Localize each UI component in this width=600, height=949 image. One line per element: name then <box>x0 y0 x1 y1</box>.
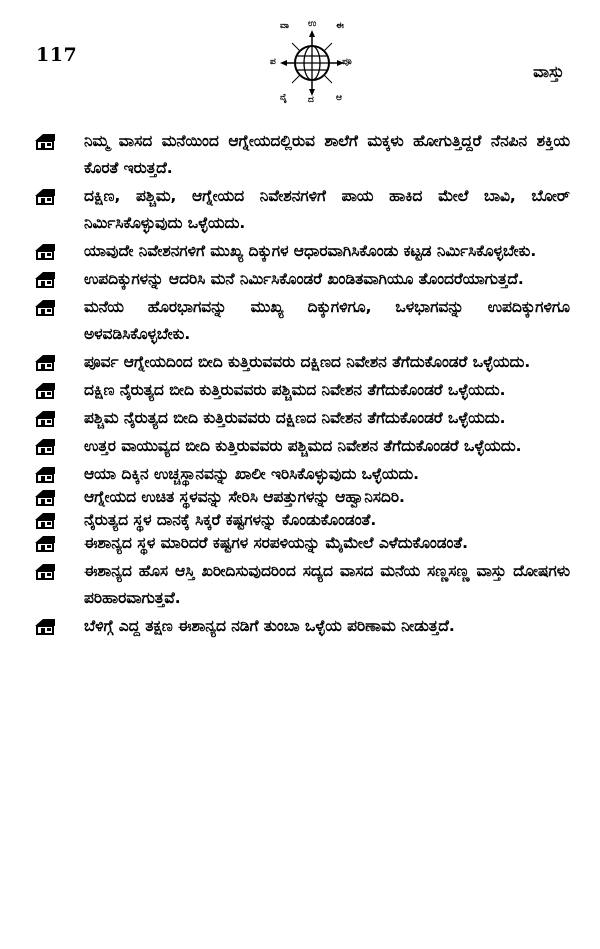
compass-label-southeast: ಆ <box>336 93 342 103</box>
house-icon <box>34 409 56 427</box>
list-item-text: ಈಶಾನ್ಯದ ಸ್ಥಳ ಮಾರಿದರೆ ಕಷ್ಟಗಳ ಸರಪಳಿಯನ್ನು ಮೈಮೇಲೆ ಎಳೆದುಕೊಂಡಂತೆ. <box>84 534 468 552</box>
list-item-text: ದಕ್ಷಿಣ, ಪಶ್ಚಿಮ, ಆಗ್ನೇಯದ ನಿವೇಶನಗಳಿಗೆ ಪಾಯ ಹಾಕಿದ ಮೇಲೆ ಬಾವಿ, ಬೋರ್ ನಿರ್ಮಿಸಿಕೊಳ್ಳುವುದು ಒಳ್ಳೆಯದು. <box>84 187 570 232</box>
house-icon <box>34 534 56 552</box>
house-icon <box>34 511 56 529</box>
list-item-text: ಉತ್ತರ ವಾಯುವ್ಯದ ಬೀದಿ ಕುತ್ತಿರುವವರು ಪಶ್ಚಿಮದ ನಿವೇಶನ ತೆಗೆದುಕೊಂಡರೆ ಒಳ್ಳೆಯದು. <box>84 437 522 455</box>
list-item-text: ನೈರುತ್ಯದ ಸ್ಥಳ ದಾನಕ್ಕೆ ಸಿಕ್ಕರೆ ಕಷ್ಟಗಳನ್ನು ಕೊಂಡುಕೊಂಡಂತೆ. <box>84 511 377 529</box>
list-item <box>34 558 570 612</box>
list-item-text: ಪಶ್ಚಿಮ ನೈರುತ್ಯದ ಬೀದಿ ಕುತ್ತಿರುವವರು ದಕ್ಷಿಣದ ನಿವೇಶನ ತೆಗೆದುಕೊಂಡರೆ ಒಳ್ಳೆಯದು. <box>84 409 506 427</box>
vastu-tips-list <box>34 128 570 641</box>
house-icon <box>34 488 56 506</box>
house-icon <box>34 132 56 150</box>
page-number: 117 <box>36 44 78 66</box>
list-item <box>34 128 570 182</box>
house-icon <box>34 242 56 260</box>
compass-label-northwest: ವಾ <box>280 21 289 31</box>
list-item-text: ಬೆಳಿಗ್ಗೆ ಎದ್ದ ತಕ್ಷಣ ಈಶಾನ್ಯದ ನಡಿಗೆ ತುಂಬಾ ಒಳ್ಳೆಯ ಪರಿಣಾಮ ನೀಡುತ್ತದೆ. <box>84 617 455 635</box>
house-icon <box>34 437 56 455</box>
list-item-text: ಆಯಾ ದಿಕ್ಕಿನ ಉಚ್ಚಸ್ಥಾನವನ್ನು ಖಾಲೀ ಇರಿಸಿಕೊಳ್ಳುವುದು ಒಳ್ಳೆಯದು. <box>84 465 420 483</box>
compass-label-northeast: ಈ <box>336 21 344 31</box>
list-item-text: ಈಶಾನ್ಯದ ಹೊಸ ಆಸ್ತಿ ಖರೀದಿಸುವುದರಿಂದ ಸದ್ಯದ ವಾಸದ ಮನೆಯ ಸಣ್ಣಸಣ್ಣ ವಾಸ್ತು ದೋಷಗಳು ಪರಿಹಾರವಾಗುತ್ತವೆ. <box>84 562 570 607</box>
list-item-text: ಪೂರ್ವ ಆಗ್ನೇಯದಿಂದ ಬೀದಿ ಕುತ್ತಿರುವವರು ದಕ್ಷಿಣದ ನಿವೇಶನ ತೆಗೆದುಕೊಂಡರೆ ಒಳ್ಳೆಯದು. <box>84 353 531 371</box>
house-icon <box>34 617 56 635</box>
compass-label-north: ಉ <box>308 19 317 29</box>
list-item-text: ಉಪದಿಕ್ಕುಗಳನ್ನು ಆದರಿಸಿ ಮನೆ ನಿರ್ಮಿಸಿಕೊಂಡರೆ ಖಂಡಿತವಾಗಿಯೂ ತೊಂದರೆಯಾಗುತ್ತದೆ. <box>84 270 524 288</box>
list-item <box>34 294 570 348</box>
list-item <box>34 238 570 265</box>
house-icon <box>34 381 56 399</box>
house-icon <box>34 465 56 483</box>
list-item <box>34 349 570 376</box>
running-title: ವಾಸ್ತು <box>533 62 564 81</box>
compass-label-southwest: ನೈ <box>280 93 287 103</box>
list-item-text: ಆಗ್ನೇಯದ ಉಚಿತ ಸ್ಥಳವನ್ನು ಸೇರಿಸಿ ಆಪತ್ತುಗಳನ್ನು ಆಹ್ವಾನಿಸದಿರಿ. <box>84 488 405 506</box>
list-item <box>34 433 570 460</box>
compass-label-west: ಪ <box>270 57 276 67</box>
list-item <box>34 377 570 404</box>
list-item-text: ಮನೆಯ ಹೊರಭಾಗವನ್ನು ಮುಖ್ಯ ದಿಕ್ಕುಗಳಿಗೂ, ಒಳಭಾಗವನ್ನು ಉಪದಿಕ್ಕುಗಳಿಗೂ ಅಳವಡಿಸಿಕೊಳ್ಳಬೇಕು. <box>84 298 570 343</box>
house-icon <box>34 298 56 316</box>
compass-label-south: ದ <box>308 95 314 105</box>
list-item <box>34 613 570 640</box>
compass-label-east: ಪೂ <box>342 57 352 67</box>
house-icon <box>34 270 56 288</box>
list-item <box>34 405 570 432</box>
compass-emblem <box>268 20 356 106</box>
list-item <box>34 266 570 293</box>
list-item <box>34 183 570 237</box>
list-item-text: ಯಾವುದೇ ನಿವೇಶನಗಳಿಗೆ ಮುಖ್ಯ ದಿಕ್ಕುಗಳ ಆಧಾರವಾಗಿಸಿಕೊಂಡು ಕಟ್ಟಡ ನಿರ್ಮಿಸಿಕೊಳ್ಳಬೇಕು. <box>84 242 537 260</box>
list-item-text: ನಿಮ್ಮ ವಾಸದ ಮನೆಯಿಂದ ಆಗ್ನೇಯದಲ್ಲಿರುವ ಶಾಲೆಗೆ ಮಕ್ಕಳು ಹೋಗುತ್ತಿದ್ದರೆ ನೆನಪಿನ ಶಕ್ತಿಯ ಕೊರತೆ ಇರುತ್ತದೆ. <box>84 132 570 177</box>
list-item-text: ದಕ್ಷಿಣ ನೈರುತ್ಯದ ಬೀದಿ ಕುತ್ತಿರುವವರು ಪಶ್ಚಿಮದ ನಿವೇಶನ ತೆಗೆದುಕೊಂಡರೆ ಒಳ್ಳೆಯದು. <box>84 381 506 399</box>
house-icon <box>34 353 56 371</box>
house-icon <box>34 562 56 580</box>
house-icon <box>34 187 56 205</box>
list-item <box>34 530 570 557</box>
